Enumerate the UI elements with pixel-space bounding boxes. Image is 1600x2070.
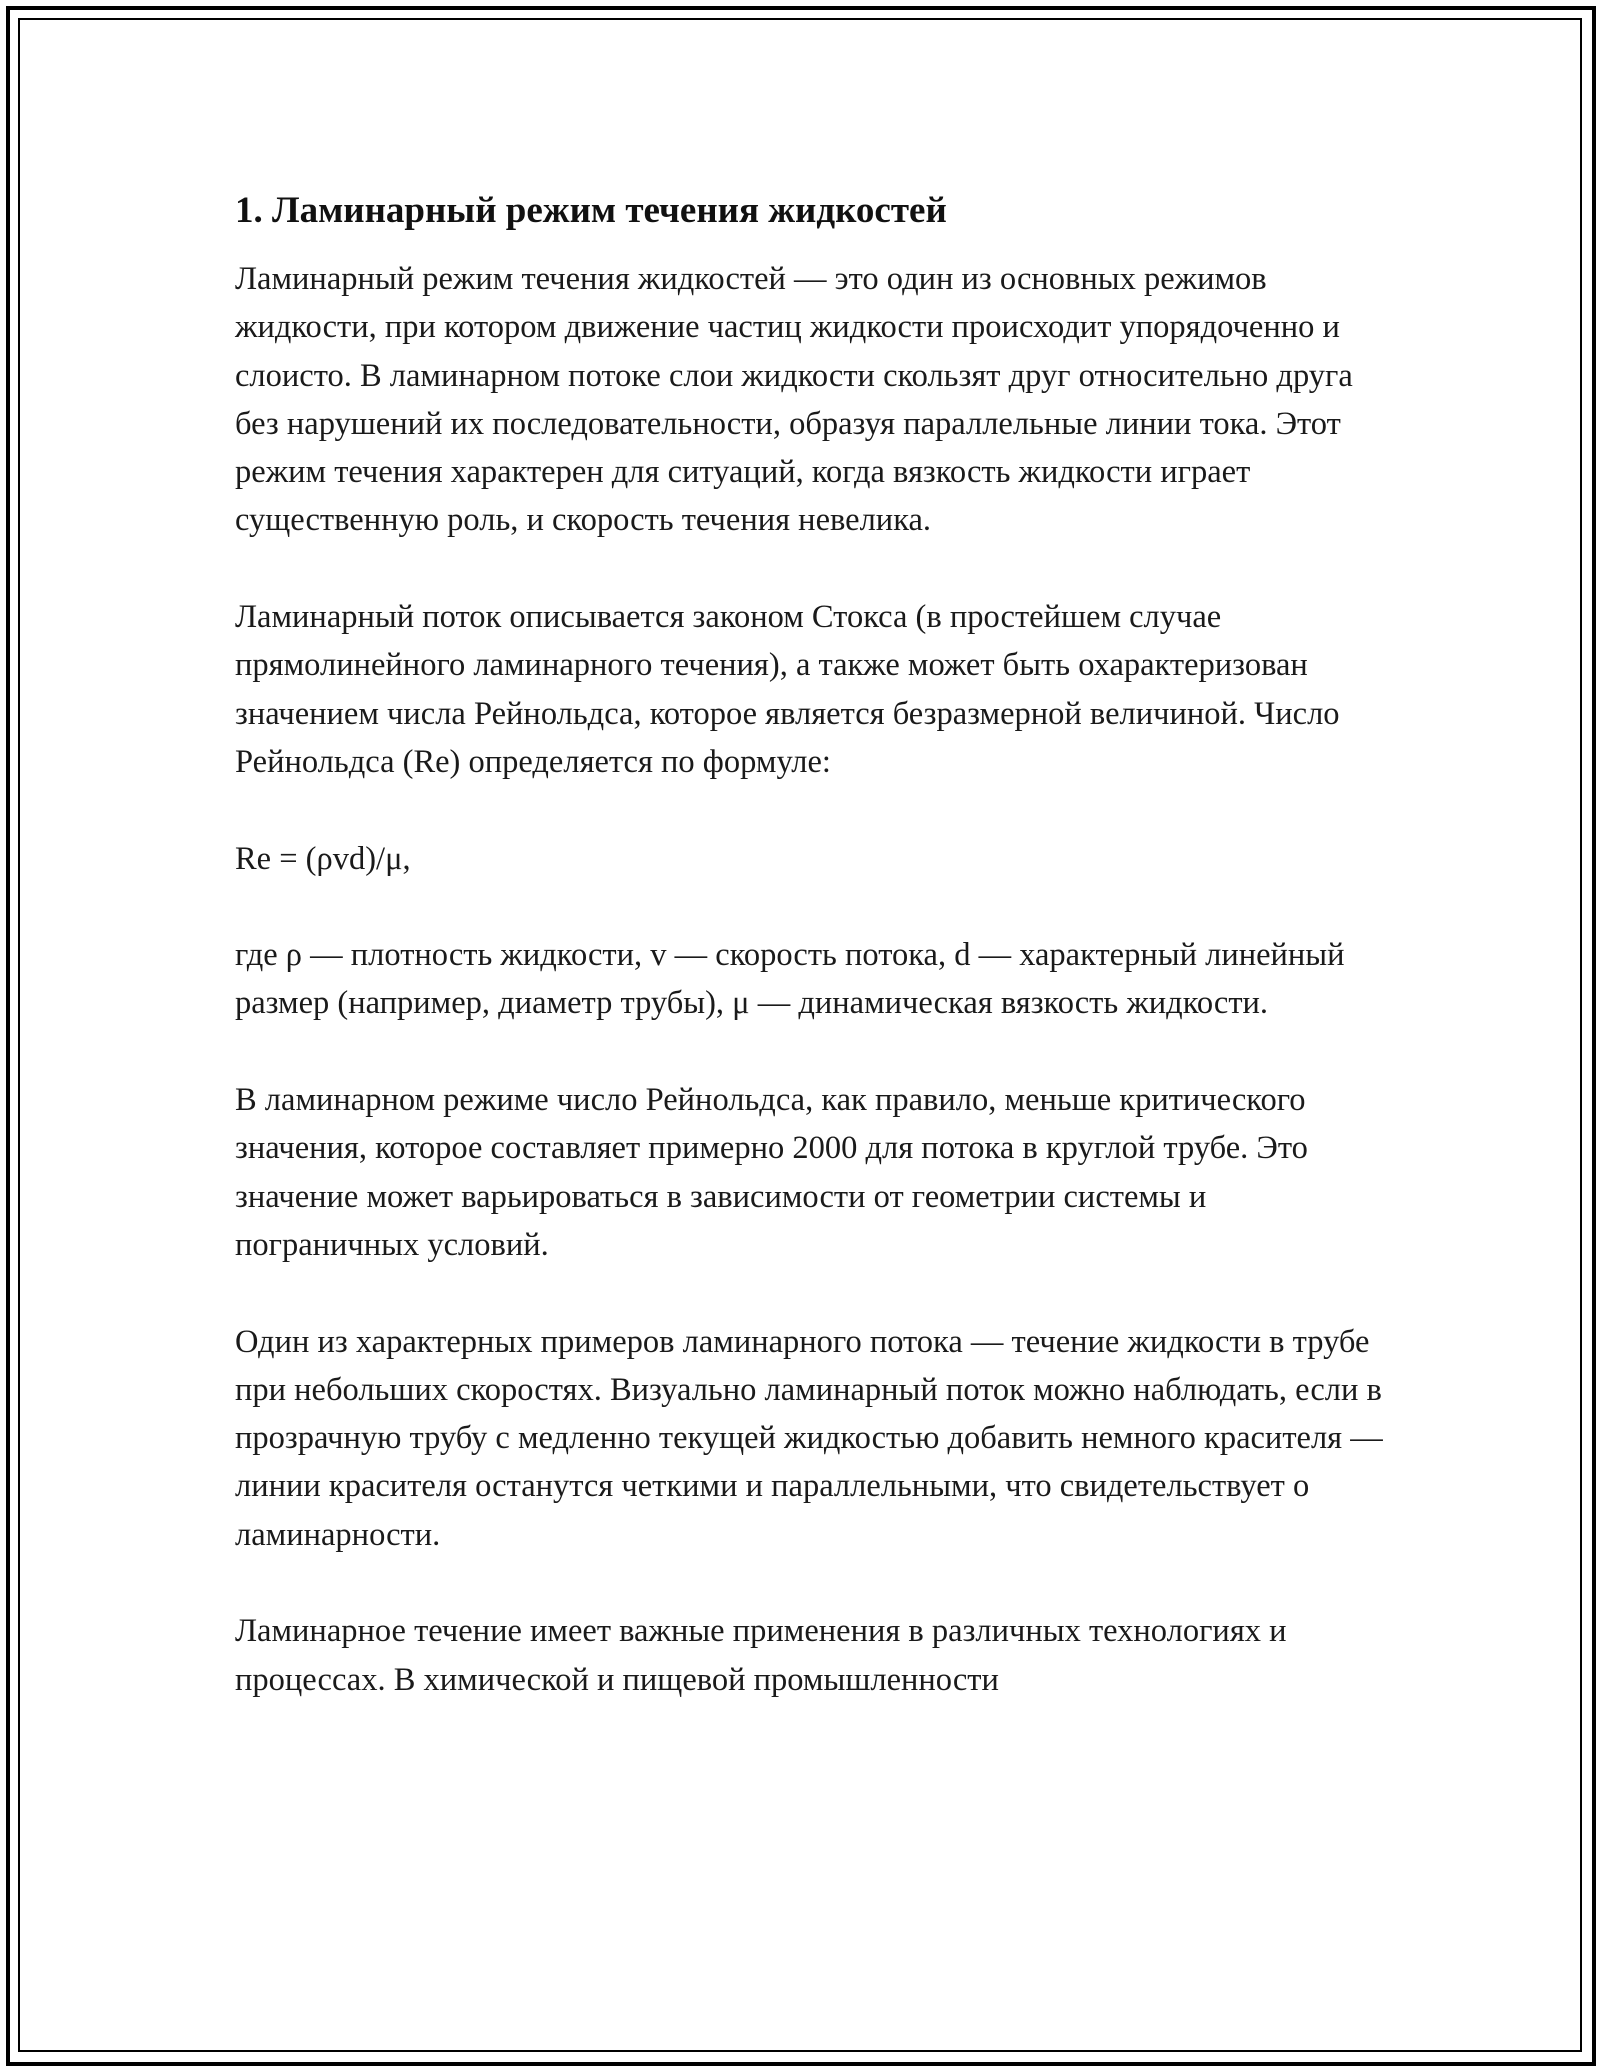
reynolds-formula: Re = (ρvd)/μ, bbox=[235, 840, 411, 877]
paragraph-stokes-reynolds: Ламинарный поток описывается законом Стокса (в простейшем случае прямолинейного ламинарного течения), а также может быть охарактеризован значением числа Рейнольдса, которое является безразмерной величиной. Число Рейнольдса (Re) определяется по формуле: bbox=[235, 599, 1340, 780]
paragraph-applications: Ламинарное течение имеет важные применения в различных технологиях и процессах. В химической и пищевой промышленности bbox=[235, 1613, 1287, 1698]
section-heading: 1. Ламинарный режим течения жидкостей bbox=[235, 190, 947, 231]
paragraph-critical-value: В ламинарном режиме число Рейнольдса, как правило, меньше критического значения, которое составляет примерно 2000 для потока в круглой трубе. Это значение может варьироваться в зависимости от геометрии системы и пограничных условий. bbox=[235, 1082, 1308, 1263]
paragraph-example: Один из характерных примеров ламинарного потока — течение жидкости в трубе при небольших скоростях. Визуально ламинарный поток можно наблюдать, если в прозрачную трубу с медленно текущей жидкостью добавить немного красителя — линии красителя останутся четкими и параллельными, что свидетельствует о ламинарности. bbox=[235, 1323, 1383, 1553]
document-body bbox=[235, 187, 1385, 1704]
paragraph-formula-legend: где ρ — плотность жидкости, v — скорость потока, d — характерный линейный размер (например, диаметр трубы), μ — динамическая вязкость жидкости. bbox=[235, 937, 1345, 1022]
paragraph-intro: Ламинарный режим течения жидкостей — это один из основных режимов жидкости, при котором движение частиц жидкости происходит упорядоченно и слоисто. В ламинарном потоке слои жидкости скользят друг относительно друга без нарушений их последовательности, образуя параллельные линии тока. Этот режим течения характерен для ситуаций, когда вязкость жидкости играет существенную роль, и скорость течения невелика. bbox=[235, 261, 1353, 539]
